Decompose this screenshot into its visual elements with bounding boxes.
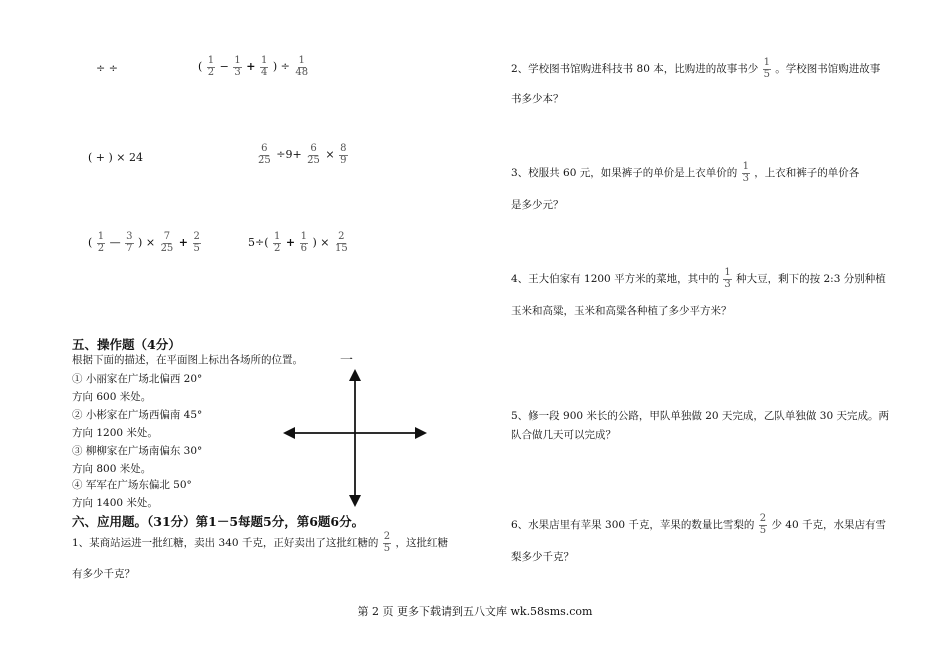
- fraction: $\frac{1}{48}$: [295, 55, 309, 78]
- fraction: $\frac{8}{9}$: [340, 143, 347, 166]
- expr-4: $\frac{6}{25}$ ÷9+ $\frac{6}{25}$ × $\frac{8}{9}$: [258, 143, 347, 166]
- section-5-intro: 根据下面的描述，在平面图上标出各场所的位置。: [72, 354, 303, 366]
- compass-cross-diagram: [280, 366, 430, 508]
- section-6-title: 六、应用题。（31分）第1－5每题5分，第6题6分。: [72, 514, 365, 529]
- expr-6: 5÷( $\frac{1}{2}$ + $\frac{1}{6}$ ) × $\frac{2}{15}$: [248, 231, 348, 254]
- fraction: $\frac{1}{3}$: [234, 55, 241, 78]
- question-2-cont: 书多少本？: [511, 93, 564, 105]
- section-5-title: 五、操作题（4分）: [72, 337, 181, 352]
- fraction: $\frac{1}{5}$: [763, 57, 770, 80]
- fraction: $\frac{1}{2}$: [274, 231, 281, 254]
- expr-3: ( + ) × 24: [88, 151, 143, 164]
- fraction: $\frac{7}{25}$: [160, 231, 174, 254]
- fraction: $\frac{1}{6}$: [300, 231, 307, 254]
- location-item-4: ④ 军军在广场东偏北 50° 方向 1400 米处。: [72, 479, 192, 509]
- fraction: $\frac{6}{25}$: [258, 143, 271, 166]
- fraction: $\frac{2}{5}$: [383, 531, 391, 554]
- fraction: $\frac{1}{4}$: [260, 55, 268, 78]
- question-4-cont: 玉米和高粱，玉米和高粱各种植了多少平方米？: [511, 305, 732, 317]
- question-5: 5、修一段 900 米长的公路，甲队单独做 20 天完成，乙队单独做 30 天完成。两: [511, 410, 889, 422]
- fraction: $\frac{6}{25}$: [307, 143, 320, 166]
- question-1: 1、某商站运进一批红糖，卖出 340 千克，正好卖出了这批红糖的 $\frac{2}{5}$ ，这批红糖: [72, 531, 448, 554]
- fraction: $\frac{1}{2}$: [97, 231, 105, 254]
- location-item-1: ① 小丽家在广场北偏西 20° 方向 600 米处。: [72, 373, 203, 403]
- fraction: $\frac{2}{15}$: [335, 231, 348, 254]
- fraction: $\frac{1}{3}$: [742, 161, 749, 184]
- question-2: 2、学校图书馆购进科技书 80 本，比购进的故事书少 $\frac{1}{5}$ 。学校图书馆购进故事: [511, 57, 881, 80]
- question-4: 4、王大伯家有 1200 平方米的菜地，其中的 $\frac{1}{3}$ 种大豆，剩下的按 2:3 分别种植: [511, 267, 886, 290]
- expr-2: ( $\frac{1}{2}$ − $\frac{1}{3}$ + $\frac{1}{4}$ ) ÷ $\frac{1}{48}$: [198, 55, 309, 78]
- location-item-2: ② 小彬家在广场西偏南 45° 方向 1200 米处。: [72, 409, 203, 439]
- question-3: 3、校服共 60 元，如果裤子的单价是上衣单价的 $\frac{1}{3}$ ，上衣和裤子的单价各: [511, 161, 860, 184]
- fraction: $\frac{1}{3}$: [724, 267, 731, 290]
- fraction: $\frac{2}{5}$: [759, 513, 767, 536]
- location-item-3: ③ 柳柳家在广场南偏东 30° 方向 800 米处。: [72, 445, 203, 475]
- fraction: $\frac{3}{7}$: [126, 231, 133, 254]
- question-6-cont: 梨多少千克？: [511, 551, 574, 563]
- question-5-cont: 队合做几天可以完成？: [511, 429, 616, 441]
- fraction: $\frac{2}{5}$: [193, 231, 200, 254]
- page-footer: 第 2 页 更多下载请到五八文库 wk.58sms.com: [357, 605, 593, 618]
- dash-mark: 一: [340, 353, 354, 368]
- question-6: 6、水果店里有苹果 300 千克，苹果的数量比雪梨的 $\frac{2}{5}$ 少 40 千克，水果店有雪: [511, 513, 887, 536]
- question-1-cont: 有多少千克？: [72, 568, 135, 580]
- expr-5: ( $\frac{1}{2}$ — $\frac{3}{7}$ ) × $\frac{7}{25}$ + $\frac{2}{5}$: [88, 231, 200, 254]
- expr-1: ÷ ÷: [96, 62, 118, 75]
- fraction: $\frac{1}{2}$: [207, 55, 215, 78]
- question-3-cont: 是多少元？: [511, 199, 564, 211]
